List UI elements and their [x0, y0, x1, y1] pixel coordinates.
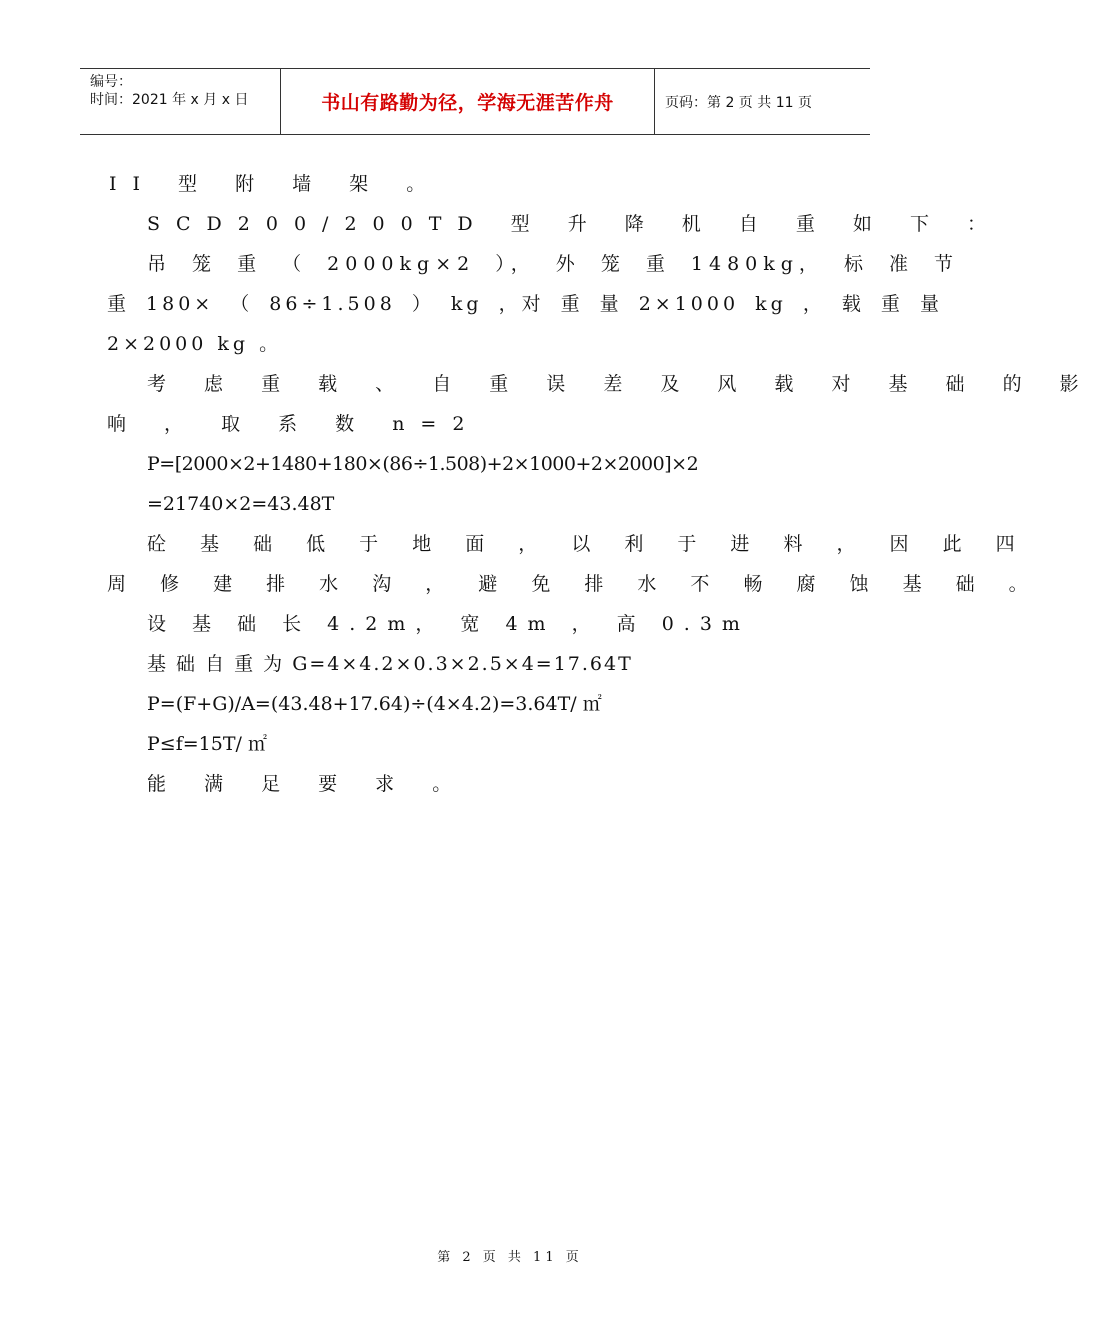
text-line: 能 满 足 要 求 。: [147, 773, 468, 795]
text-line: P=(F+G)/A=(43.48+17.64)÷(4×4.2)=3.64T/ ㎡: [147, 693, 602, 715]
text-line: 2×2000 kg 。: [107, 333, 283, 355]
page-footer: 第 2 页 共 11 页: [437, 1250, 583, 1265]
text-line: SCD200/200TD 型 升 降 机 自 重 如 下 ：: [147, 213, 1002, 235]
text-line: =21740×2=43.48T: [147, 493, 335, 515]
text-line: II 型 附 墙 架 。: [109, 173, 442, 195]
text-line: 重 180× （ 86÷1.508 ） kg ，对 重 量 2×1000 kg ， 载 重 量: [107, 293, 943, 315]
header-meta: [80, 69, 281, 134]
text-line: P=[2000×2+1480+180×(86÷1.508)+2×1000+2×2000]×2: [147, 453, 699, 475]
text-line: 响 ， 取 系 数 n=2: [107, 413, 481, 435]
document-body: [107, 168, 1095, 808]
text-line: 砼 基 础 低 于 地 面 ， 以 利 于 进 料 ， 因 此 四: [147, 533, 1029, 555]
header-page-label: 页码：第 2 页 共 11 页: [665, 94, 812, 111]
doc-number-label: 编号：: [90, 74, 132, 90]
text-line: 基 础 自 重 为 G=4×4.2×0.3×2.5×4=17.64T: [147, 653, 633, 675]
text-line: 考 虑 重 载 、 自 重 误 差 及 风 载 对 基 础 的 影: [147, 373, 1095, 395]
header-motto: 书山有路勤为径，学海无涯苦作舟: [281, 69, 655, 134]
text-line: P≤f=15T/ ㎡: [147, 733, 267, 755]
doc-time-label: 时间：2021 年 x 月 x 日: [90, 92, 249, 108]
text-line: 吊 笼 重 （ 2000kg×2 ）， 外 笼 重 1480kg， 标 准 节: [147, 253, 960, 275]
text-line: 周 修 建 排 水 沟 ， 避 免 排 水 不 畅 腐 蚀 基 础 。: [107, 573, 1042, 595]
page-header: [80, 68, 870, 135]
text-line: 设 基 础 长 4.2m， 宽 4m ， 高 0.3m: [147, 613, 750, 635]
